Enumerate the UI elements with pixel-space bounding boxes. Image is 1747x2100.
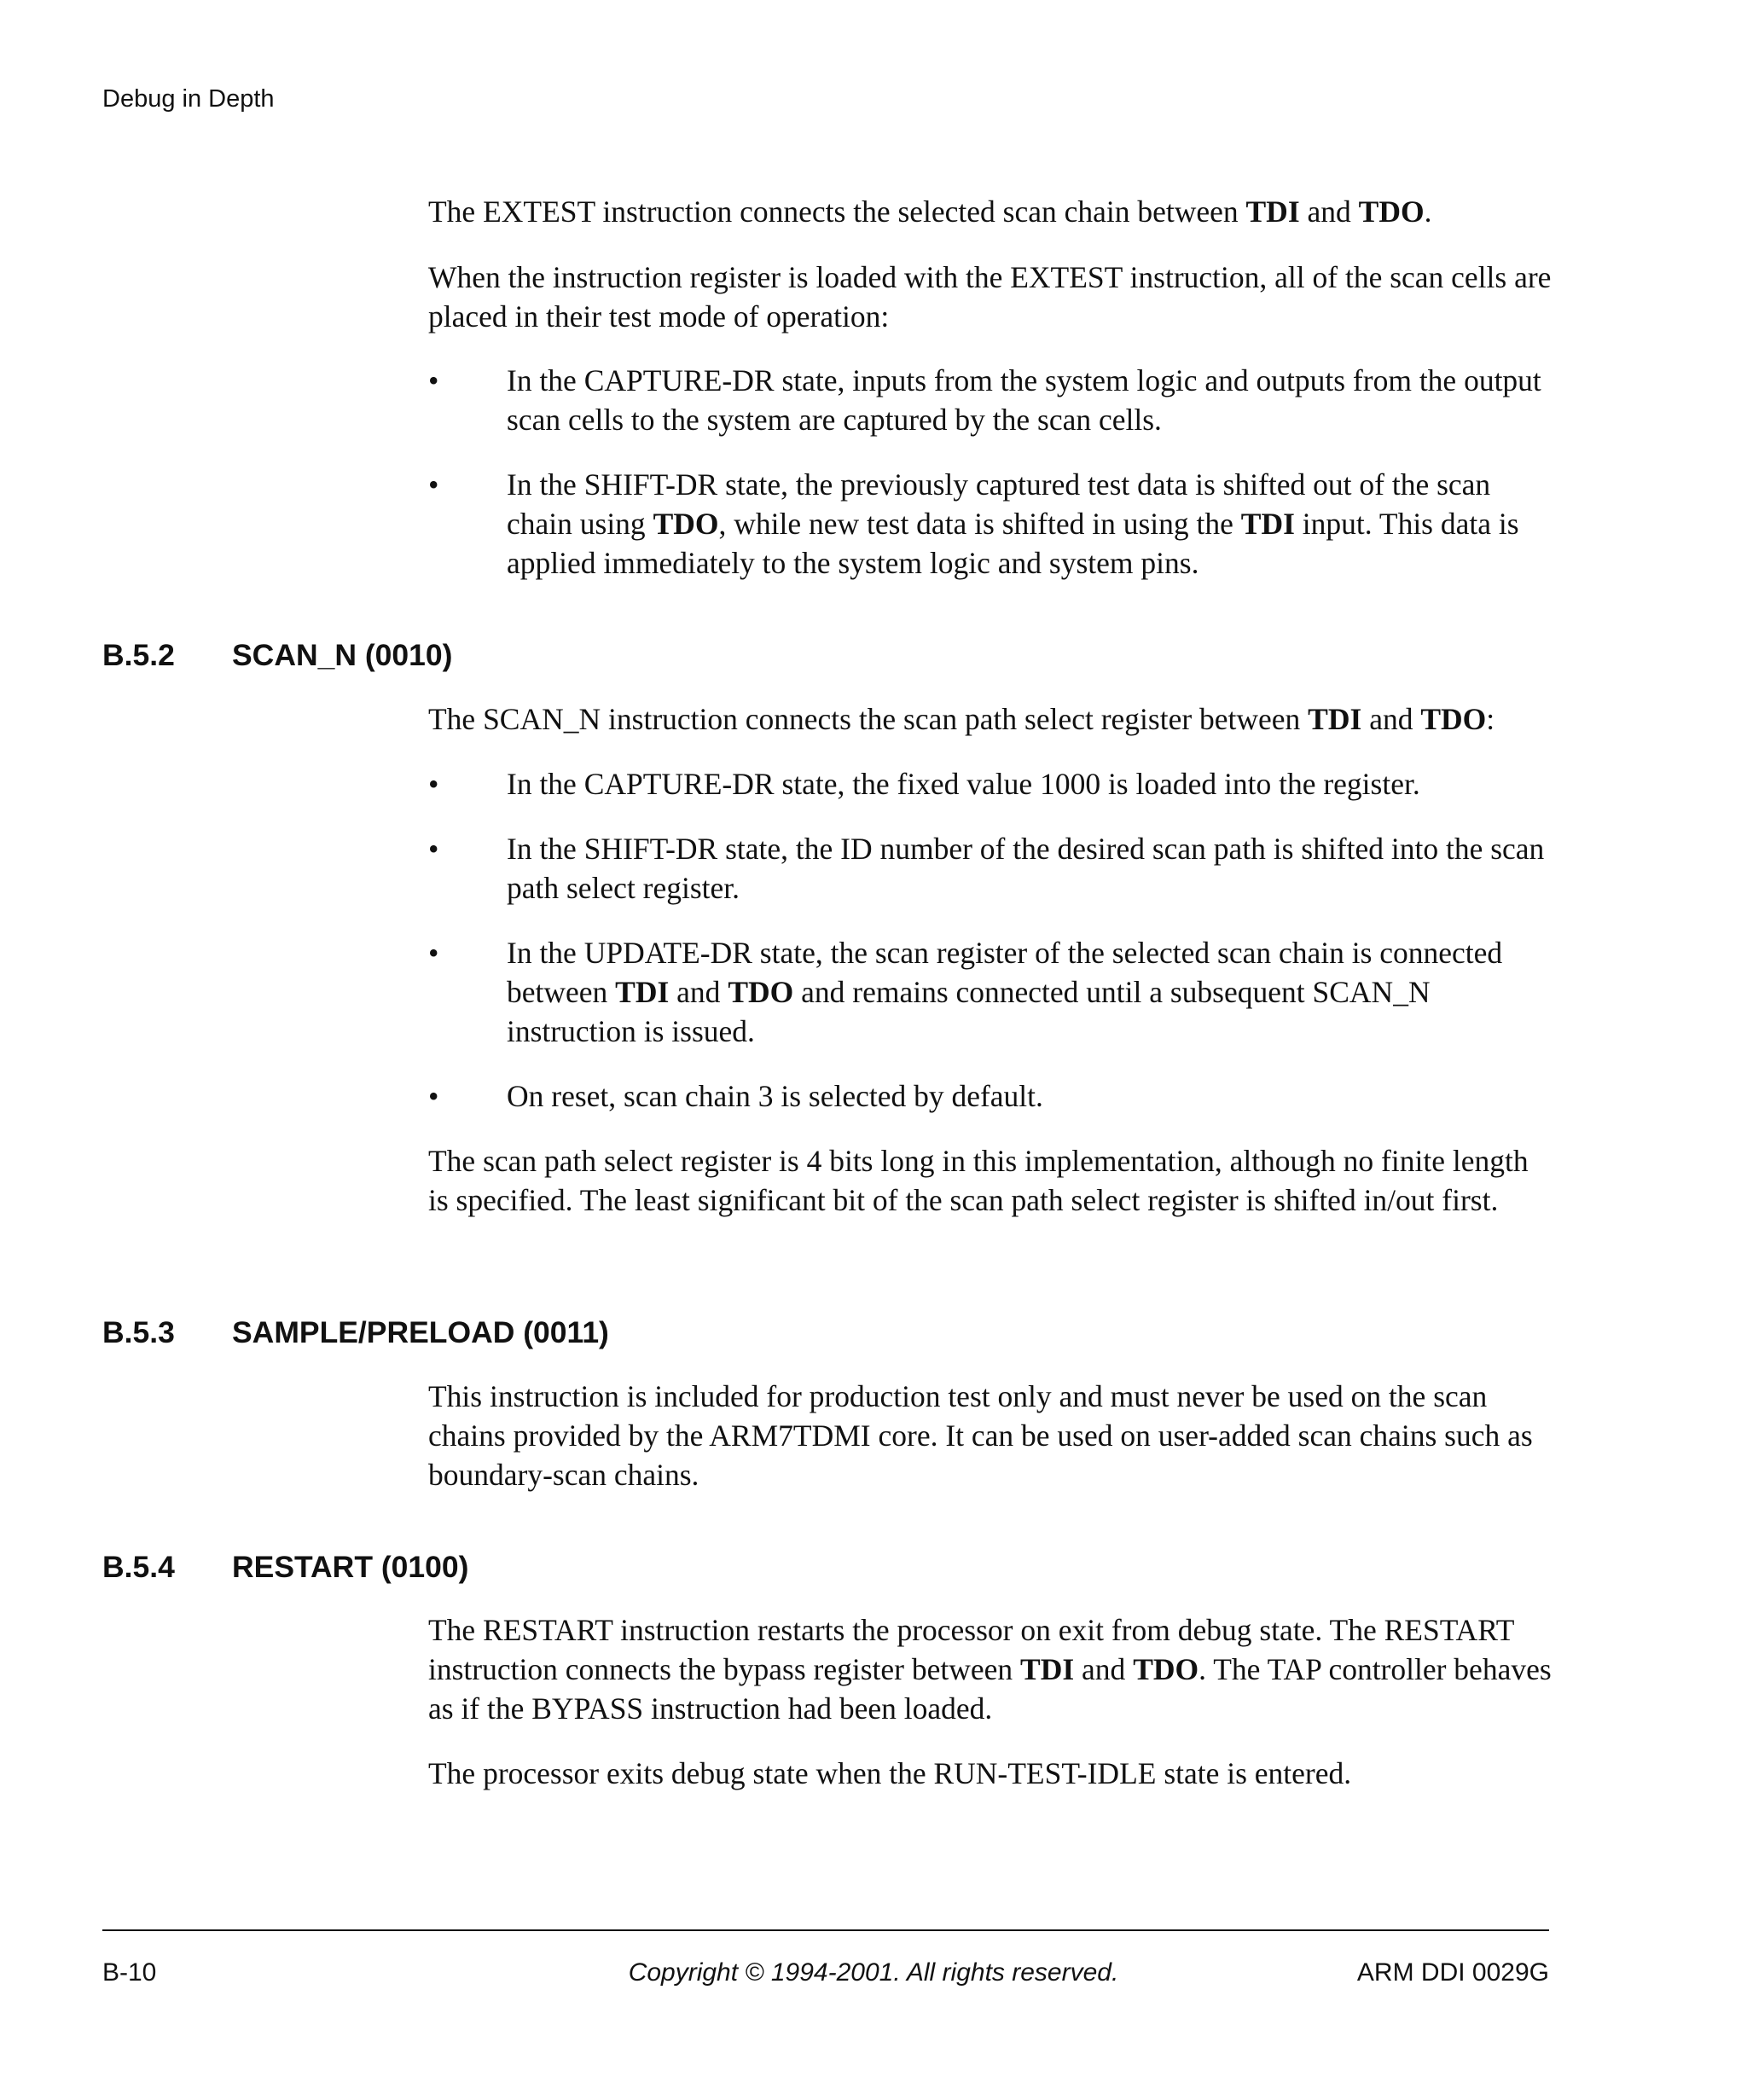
restart-paragraph-2: The processor exits debug state when the RUN-TEST-IDLE state is entered. bbox=[428, 1756, 1352, 1790]
section-number: B.5.3 bbox=[102, 1315, 175, 1349]
footer-rule bbox=[102, 1929, 1549, 1931]
section-number: B.5.2 bbox=[102, 638, 175, 672]
restart-paragraph-1: The RESTART instruction restarts the processor on exit from debug state. The RESTART instruction connects the bypass register between TDI and TDO. The TAP controller behaves as if the BYPASS instruction had been loaded. bbox=[428, 1613, 1552, 1726]
page-number: B-10 bbox=[102, 1958, 157, 1987]
section-title: SCAN_N (0010) bbox=[232, 638, 453, 672]
section-title: RESTART (0100) bbox=[232, 1550, 469, 1584]
running-header: Debug in Depth bbox=[102, 85, 275, 113]
copyright-notice: Copyright © 1994-2001. All rights reserved. bbox=[628, 1958, 1119, 1987]
scan-n-intro: The SCAN_N instruction connects the scan path select register between TDI and TDO: bbox=[428, 702, 1495, 736]
section-title: SAMPLE/PRELOAD (0011) bbox=[232, 1315, 609, 1349]
section-number: B.5.4 bbox=[102, 1550, 175, 1584]
bullet-glyph: • bbox=[428, 1079, 439, 1113]
sample-preload-paragraph: This instruction is included for production test only and must never be used on the scan chains provided by the ARM7TDMI core. It can be used on user-added scan chains such as boundary-scan chains. bbox=[428, 1379, 1533, 1492]
scan-n-closing-paragraph: The scan path select register is 4 bits long in this implementation, although no finite length is specified. The least significant bit of the scan path select register is shifted in/out first. bbox=[428, 1144, 1529, 1217]
bullet-glyph: • bbox=[428, 832, 439, 866]
extest-paragraph-2: When the instruction register is loaded with the EXTEST instruction, all of the scan cells are placed in their test mode of operation: bbox=[428, 260, 1552, 334]
bullet-glyph: • bbox=[428, 767, 439, 801]
bullet-glyph: • bbox=[428, 363, 439, 397]
document-id: ARM DDI 0029G bbox=[1356, 1958, 1549, 1987]
bullet-glyph: • bbox=[428, 467, 439, 502]
extest-paragraph-1: The EXTEST instruction connects the selected scan chain between TDI and TDO. bbox=[428, 194, 1432, 229]
bullet-glyph: • bbox=[428, 936, 439, 970]
